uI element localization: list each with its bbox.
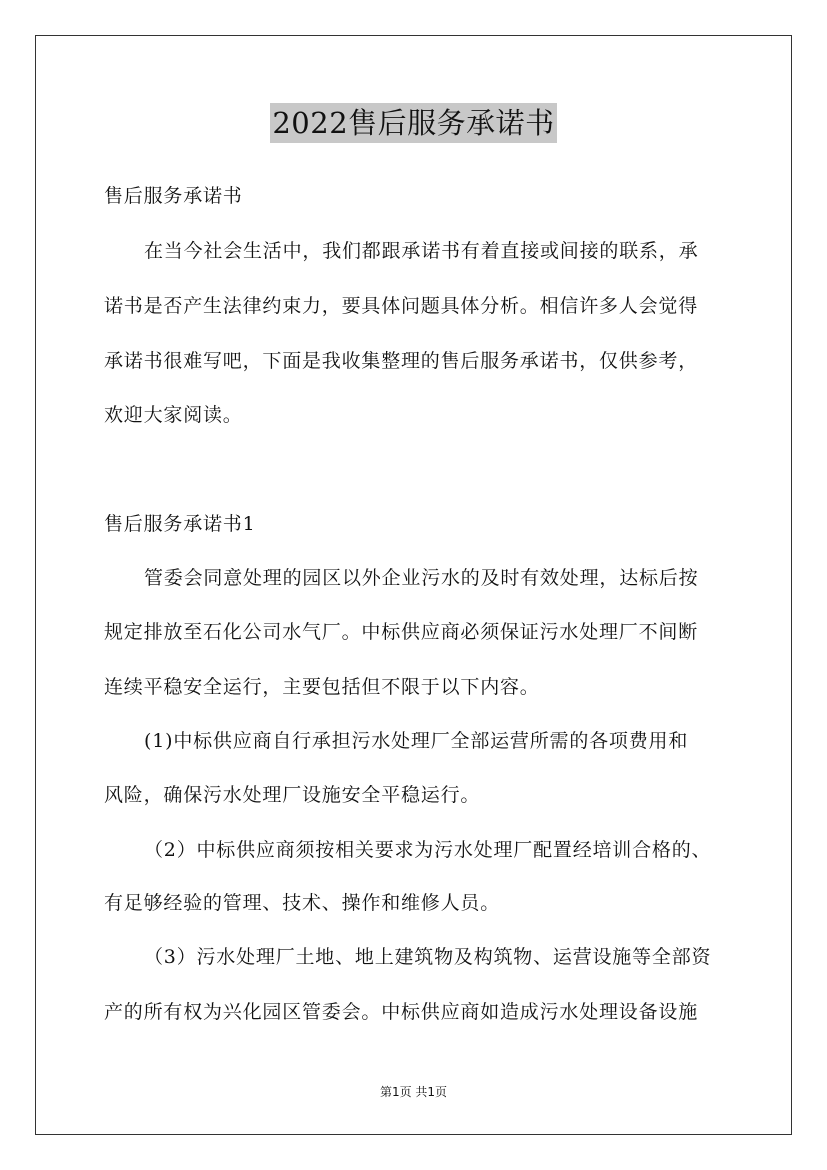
paragraph-line: （2）中标供应商须按相关要求为污水处理厂配置经培训合格的、 xyxy=(144,839,712,861)
section-heading: 售后服务承诺书 xyxy=(104,185,243,207)
paragraph-line: 管委会同意处理的园区以外企业污水的及时有效处理，达标后按 xyxy=(144,567,699,589)
paragraph-line: 在当今社会生活中，我们都跟承诺书有着直接或间接的联系，承 xyxy=(144,240,699,262)
paragraph-line: 连续平稳安全运行，主要包括但不限于以下内容。 xyxy=(104,676,540,698)
section-heading: 售后服务承诺书1 xyxy=(104,513,256,535)
paragraph-line: （3）污水处理厂土地、地上建筑物及构筑物、运营设施等全部资 xyxy=(144,946,712,968)
title-container xyxy=(0,103,827,143)
paragraph-line: 产的所有权为兴化园区管委会。中标供应商如造成污水处理设备设施 xyxy=(104,1001,699,1023)
document-title: 2022售后服务承诺书 xyxy=(270,103,556,143)
paragraph-line: 诺书是否产生法律约束力，要具体问题具体分析。相信许多人会觉得 xyxy=(104,295,699,317)
paragraph-line: 规定排放至石化公司水气厂。中标供应商必须保证污水处理厂不间断 xyxy=(104,621,699,643)
paragraph-line: 有足够经验的管理、技术、操作和维修人员。 xyxy=(104,892,501,914)
page-footer: 第1页 共1页 xyxy=(379,1085,448,1099)
paragraph-line: 欢迎大家阅读。 xyxy=(104,404,243,426)
paragraph-line: 风险，确保污水处理厂设施安全平稳运行。 xyxy=(104,784,481,806)
paragraph-line: 承诺书很难写吧，下面是我收集整理的售后服务承诺书，仅供参考， xyxy=(104,350,699,372)
paragraph-line: (1)中标供应商自行承担污水处理厂全部运营所需的各项费用和 xyxy=(144,730,689,752)
